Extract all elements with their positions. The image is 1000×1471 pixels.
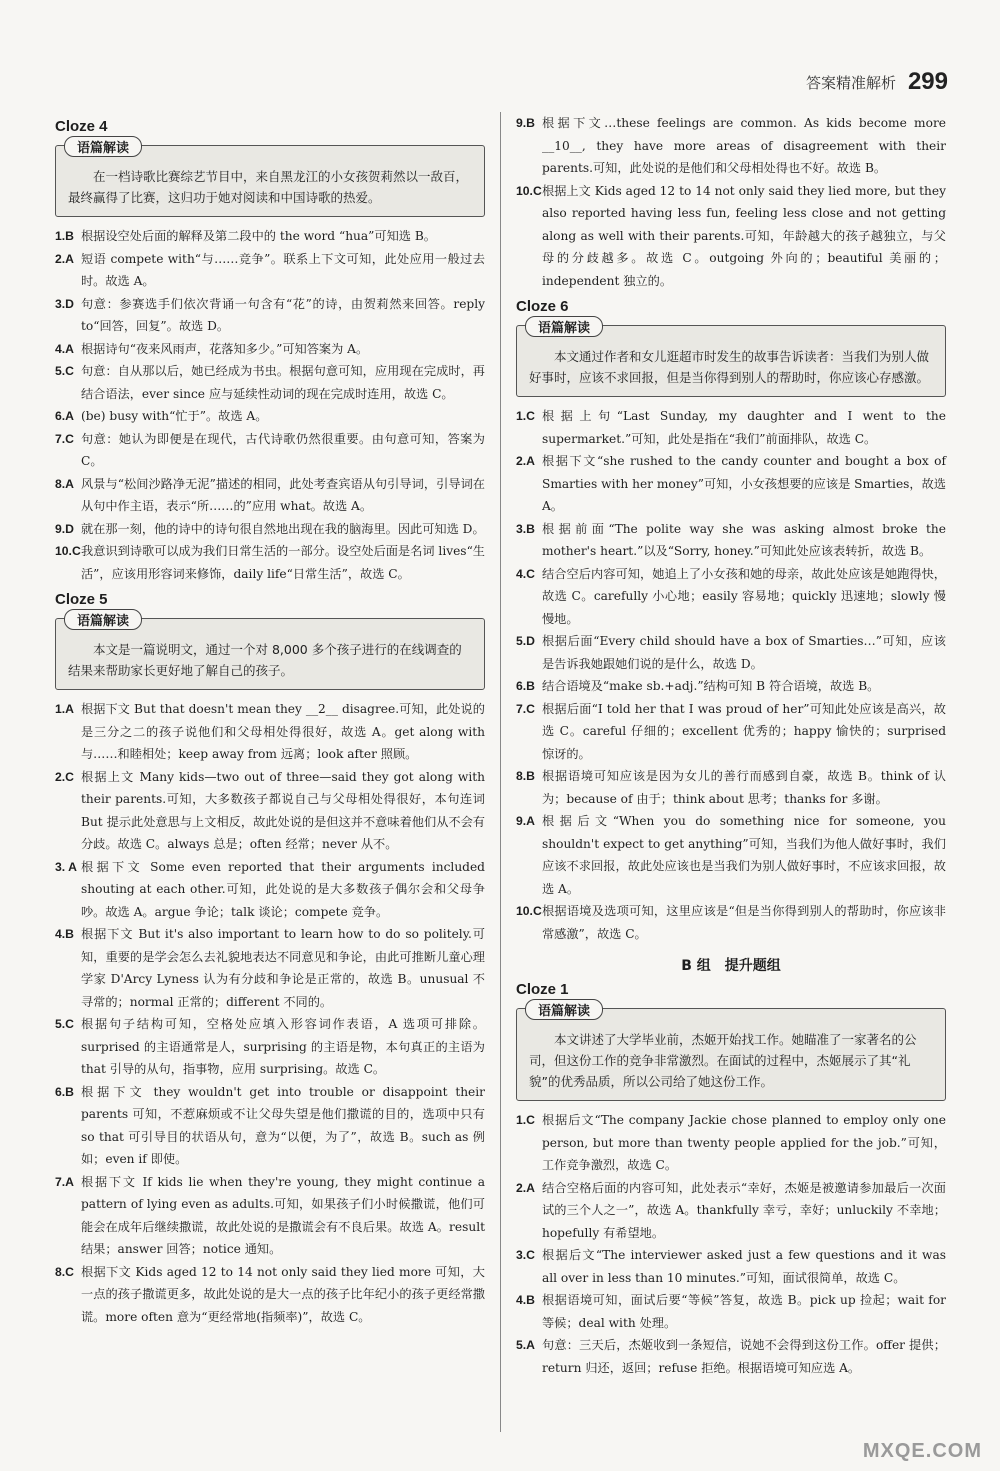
answer-number: 8.C: [55, 1264, 74, 1279]
answer-number: 4.B: [55, 927, 74, 941]
passage-summary-box: [516, 1004, 946, 1101]
answer-item: [516, 810, 946, 900]
answer-item: [55, 293, 485, 338]
answer-number: 3.B: [516, 521, 535, 536]
answer-explanation: 句意：自从那以后，她已经成为书虫。根据句意可知，应用现在完成时，再结合语法，ever since 应与延续性动词的现在完成时连用，故选 C。: [81, 364, 485, 401]
answer-explanation: 根据上文 Many kids—two out of three—said they got along with their parents.可知，大多数孩子都说自己与父母相处得很好，本句连词 But 提示此处意思与上文相反，故此处说的是但这并不意味着他们从不会有分歧。故选 C。always 总是；often 经常；never 从不。: [81, 769, 485, 851]
page-number: 299: [907, 68, 948, 95]
answer-explanation: 就在那一刻，他的诗中的诗句很自然地出现在我的脑海里。因此可知选 D。: [81, 521, 485, 536]
answer-number: 2.A: [516, 1180, 535, 1195]
answer-number: 5.C: [55, 1017, 74, 1031]
answer-item: [55, 225, 485, 248]
passage-summary-text: 在一档诗歌比赛综艺节目中，来自黑龙江的小女孩贺莉然以一敌百，最终赢得了比赛，这归功于她对阅读和中国诗歌的热爱。: [68, 169, 469, 205]
answer-explanation: 根据下文…these feelings are common. As kids become more __10__, they have more areas of disagreement with their parents.可知，此处说的是他们和父母相处得也不好。故选 B。: [542, 116, 946, 175]
answer-item: [55, 1261, 485, 1329]
answer-explanation: 根据下文 But it's also important to learn how to do so politely.可知，重要的是学会怎么去礼貌地表达不同意见和争论，由此可推断儿童心理学家 D'Arcy Lyness 认为有分歧和争论是正常的，故选 B。unusual 不寻常的；normal 正常的；different 不同的。: [81, 927, 485, 1009]
answer-explanation: 结合空格后面的内容可知，此处表示“幸好，杰姬是被邀请参加最后一次面试的三个人之一”，故选 A。thankfully 幸亏，幸好；unluckily 不幸地；hopefully 有希望地。: [542, 1180, 946, 1240]
answer-explanation: 根据语境可知应该是因为女儿的善行而感到自豪，故选 B。think of 认为；because of 由于；think about 思考；thanks for 多谢。: [542, 769, 946, 806]
passage-summary-box: [516, 321, 946, 397]
answer-item: [55, 1171, 485, 1261]
answer-number: 6.B: [516, 679, 535, 693]
answer-item: [516, 900, 946, 945]
passage-summary-label: 语篇解读: [525, 316, 603, 337]
section-title: Cloze 6: [516, 298, 569, 315]
answer-explanation: 句意：三天后，杰姬收到一条短信，说她不会得到这份工作。offer 提供；return 归还，返回；refuse 拒绝。根据语境可知应选 A。: [542, 1338, 946, 1375]
answer-number: 1.C: [516, 409, 535, 423]
answer-number: 5.C: [55, 364, 74, 378]
answer-explanation: 根据后文“The interviewer asked just a few questions and it was all over in less than 10 minutes.”可知，面试很简单，故选 C。: [542, 1248, 946, 1285]
answer-number: 4.C: [516, 566, 535, 581]
answer-explanation: 根据语境可知，面试后要“等候”答复，故选 B。pick up 捡起；wait for 等候；deal with 处理。: [542, 1293, 946, 1330]
answer-number: 2.A: [55, 251, 74, 266]
answer-number: 1.C: [516, 1113, 535, 1127]
answer-explanation: 根据下文 If kids lie when they're young, they might continue a pattern of lying even as adults.可知，如果孩子们小时候撒谎，他们可能会在成年后继续撒谎，故此处说的是撒谎会有不良后果。故选 A。result 结果；answer 回答；notice 通知。: [81, 1174, 485, 1256]
answer-item: [516, 1334, 946, 1379]
answer-explanation: 根据语境及选项可知，这里应该是“但是当你得到别人的帮助时，你应该非常感激”，故选 C。: [542, 904, 946, 941]
answer-item: [55, 923, 485, 1013]
passage-summary-text: 本文通过作者和女儿逛超市时发生的故事告诉读者：当我们为别人做好事时，应该不求回报，但是当你得到别人的帮助时，你应该心存感激。: [529, 349, 930, 385]
answer-item: [516, 675, 946, 698]
passage-summary-label: 语篇解读: [64, 609, 142, 630]
answer-number: 5.D: [516, 634, 535, 648]
passage-summary-label: 语篇解读: [525, 999, 603, 1020]
answer-number: 8.B: [516, 769, 535, 783]
answer-item: [55, 1081, 485, 1171]
answer-item: [55, 698, 485, 766]
right-column: [516, 112, 946, 1379]
answer-item: [516, 630, 946, 675]
answer-number: 7.A: [55, 1174, 74, 1189]
answer-item: [55, 428, 485, 473]
answer-number: 2.A: [516, 454, 535, 468]
answer-item: [516, 698, 946, 766]
answer-explanation: 根据后面“Every child should have a box of Smarties…”可知，应该是告诉我她跟她们说的是什么，故选 D。: [542, 634, 946, 671]
answer-explanation: 根据后面“I told her that I was proud of her”可知此处应该是高兴，故选 C。careful 仔细的；excellent 优秀的；happy 愉快的；surprised 惊讶的。: [542, 701, 946, 761]
answer-number: 10.C: [516, 183, 542, 198]
header-title: 答案精准解析: [805, 73, 896, 92]
answer-item: [516, 1177, 946, 1245]
answer-number: 9.B: [516, 116, 535, 130]
passage-summary-text: 本文是一篇说明文，通过一个对 8,000 多个孩子进行的在线调查的结果来帮助家长更好地了解自己的孩子。: [68, 642, 462, 678]
answer-number: 6.A: [55, 409, 74, 423]
answer-explanation: 结合语境及“make sb.+adj.”结构可知 B 符合语境，故选 B。: [542, 679, 880, 693]
answer-explanation: 根据后文“When you do something nice for someone, you shouldn't expect to get anything”可知，当我们为他人做好事时，我们应该不求回报，故此处应该也是当我们为别人做好事时，不应该求回报，故选 A。: [542, 814, 946, 896]
answer-number: 7.C: [516, 701, 535, 716]
answer-number: 1.A: [55, 702, 74, 716]
answer-item: [516, 1109, 946, 1177]
answer-explanation: 根据下文 But that doesn't mean they __2__ disagree.可知，此处说的是三分之二的孩子说他们和父母相处得很好，故选 A。get along with 与……和睦相处；keep away from 远离；look after 照顾。: [81, 702, 485, 761]
answer-explanation: 句意：参赛选手们依次背诵一句含有“花”的诗，由贺莉然来回答。reply to“回答，回复”。故选 D。: [81, 296, 485, 333]
answer-explanation: 根据上句“Last Sunday, my daughter and I went to the supermarket.”可知，此处是指在“我们”前面排队，故选 C。: [542, 409, 946, 446]
left-column: [55, 112, 485, 1328]
answer-item: [516, 765, 946, 810]
section-title: Cloze 4: [55, 118, 108, 135]
answer-item: [55, 338, 485, 361]
answer-explanation: 根据句子结构可知，空格处应填入形容词作表语，A 选项可排除。surprised 的主语通常是人，surprising 的主语是物，本句真正的主语为 that 引导的从句，指事物，应用 surprising。故选 C。: [81, 1017, 485, 1076]
answer-explanation: 根据后文“The company Jackie chose planned to employ only one person, but more than twenty people applied for the job.”可知，工作竞争激烈，故选 C。: [542, 1113, 946, 1172]
answer-item: [516, 450, 946, 518]
answer-number: 6.B: [55, 1084, 74, 1099]
answer-number: 3. A: [55, 859, 77, 874]
answer-item: [516, 1244, 946, 1289]
answer-item: [55, 766, 485, 856]
section-title: Cloze 1: [516, 981, 569, 998]
passage-summary-box: [55, 141, 485, 217]
answer-explanation: (be) busy with“忙于”。故选 A。: [81, 409, 268, 423]
answer-number: 9.D: [55, 521, 74, 536]
answer-number: 5.A: [516, 1338, 535, 1352]
watermark: MXQE.COM: [862, 1440, 982, 1462]
answer-explanation: 短语 compete with“与……竞争”。联系上下文可知，此处应用一般过去时。故选 A。: [81, 251, 485, 288]
answer-item: [55, 248, 485, 293]
answer-item: [55, 360, 485, 405]
answer-explanation: 根据下文“she rushed to the candy counter and bought a box of Smarties with her money”可知，小女孩想要的应该是 Smarties，故选 A。: [542, 454, 946, 513]
answer-item: [55, 540, 485, 585]
answer-number: 10.C: [55, 544, 81, 558]
answer-explanation: 我意识到诗歌可以成为我们日常生活的一部分。设空处后面是名词 lives“生活”，应该用形容词来修饰，daily life“日常生活”，故选 C。: [81, 544, 485, 581]
answer-number: 10.C: [516, 904, 542, 918]
answer-item: [55, 405, 485, 428]
answer-explanation: 根据诗句“夜来风雨声，花落知多少。”可知答案为 A。: [81, 341, 369, 356]
answer-item: [55, 1013, 485, 1081]
answer-explanation: 根据前面“The polite way she was asking almost broke the mother's heart.”以及“Sorry, honey.”可知此处应该表转折，故选 B。: [542, 521, 946, 558]
answer-number: 4.A: [55, 341, 74, 356]
answer-item: [516, 518, 946, 563]
answer-explanation: 根据下文 they wouldn't get into trouble or disappoint their parents 可知，不惹麻烦或不让父母失望是他们撒谎的目的，选项中只有 so that 可引导目的状语从句，意为“以便，为了”，故选 B。such as 例如；even if 即使。: [81, 1084, 485, 1166]
page-header: [806, 68, 948, 96]
answer-item: [55, 473, 485, 518]
passage-summary-box: [55, 614, 485, 690]
answer-explanation: 风景与“松间沙路净无泥”描述的相同，此处考查宾语从句引导词，引导词在从句中作主语，表示“所……的”应用 what。故选 A。: [81, 476, 485, 513]
answer-number: 9.A: [516, 814, 535, 828]
answer-item: [516, 563, 946, 631]
answer-number: 4.B: [516, 1293, 535, 1307]
answer-explanation: 根据下文 Some even reported that their arguments included shouting at each other.可知，此处说的是大多数孩子偶尔会和父母争吵。故选 A。argue 争论；talk 谈论；compete 竞争。: [81, 859, 485, 919]
group-title: B 组 提升题组: [681, 958, 781, 974]
answer-number: 8.A: [55, 476, 74, 491]
passage-summary-text: 本文讲述了大学毕业前，杰姬开始找工作。她瞄准了一家著名的公司，但这份工作的竞争非常激烈。在面试的过程中，杰姬展示了其“礼貌”的优秀品质，所以公司给了她这份工作。: [529, 1032, 917, 1089]
answer-item: [516, 1289, 946, 1334]
answer-explanation: 根据下文 Kids aged 12 to 14 not only said they lied more 可知，大一点的孩子撒谎更多，故此处说的是大一点的孩子比年纪小的孩子更经常撒谎。more often 意为“更经常地(指频率)”，故选 C。: [81, 1264, 485, 1324]
section-title: Cloze 5: [55, 591, 108, 608]
answer-explanation: 根据上文 Kids aged 12 to 14 not only said they lied more, but they also reported having less fun, feeling less close and not getting along as well with their parents.可知，年龄越大的孩子越独立，与父母的分歧越多。故选 C。outgoing 外向的；beautiful 美丽的；independent 独立的。: [542, 183, 946, 288]
answer-explanation: 句意：她认为即便是在现代，古代诗歌仍然很重要。由句意可知，答案为 C。: [81, 431, 485, 468]
answer-number: 7.C: [55, 431, 74, 446]
answer-item: [55, 518, 485, 541]
answer-number: 1.B: [55, 229, 74, 243]
column-divider: [500, 112, 501, 1432]
answer-number: 3.C: [516, 1248, 535, 1262]
answer-number: 3.D: [55, 296, 74, 311]
passage-summary-label: 语篇解读: [64, 136, 142, 157]
answer-item: [516, 112, 946, 180]
answer-item: [516, 405, 946, 450]
answer-item: [516, 180, 946, 293]
answer-item: [55, 856, 485, 924]
answer-explanation: 结合空后内容可知，她追上了小女孩和她的母亲，故此处应该是她跑得快，故选 C。carefully 小心地；easily 容易地；quickly 迅速地；slowly 慢慢地。: [542, 566, 946, 626]
answer-number: 2.C: [55, 769, 74, 784]
answer-explanation: 根据设空处后面的解释及第二段中的 the word “hua”可知选 B。: [81, 229, 436, 243]
